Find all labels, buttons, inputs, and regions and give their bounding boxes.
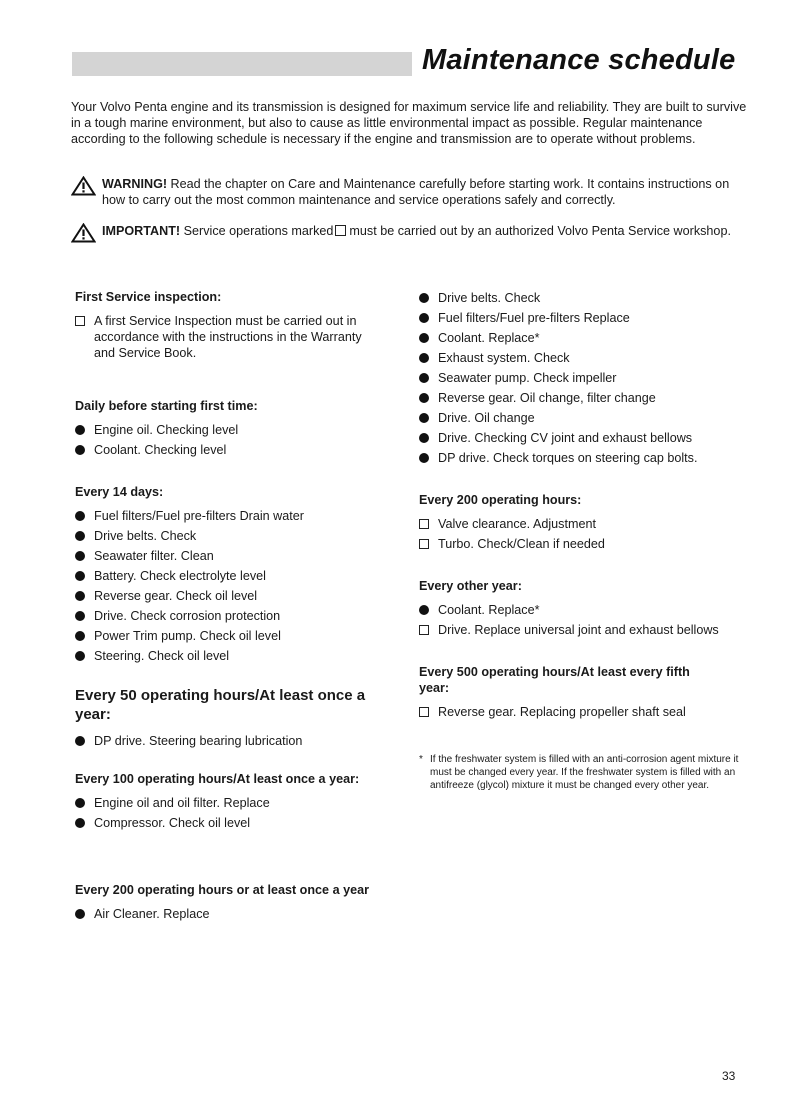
section-daily bbox=[75, 398, 405, 458]
bullet-icon bbox=[75, 591, 85, 601]
list-item: Drive. Checking CV joint and exhaust bellows bbox=[419, 430, 749, 446]
checkbox-marker-icon bbox=[419, 625, 429, 635]
bullet-icon bbox=[419, 453, 429, 463]
list-item: Drive. Oil change bbox=[419, 410, 749, 426]
section-heading: Every 200 operating hours: bbox=[419, 493, 582, 507]
warning-label: WARNING! bbox=[102, 177, 168, 191]
bullet-icon bbox=[75, 425, 85, 435]
list-item: Seawater pump. Check impeller bbox=[419, 370, 749, 386]
warning-text: Read the chapter on Care and Maintenance carefully before starting work. It contains instructions on how to carry out the most common maintenance and service operations safely and correctly. bbox=[102, 177, 730, 207]
section-heading: Every 100 operating hours/At least once a year: bbox=[75, 772, 360, 786]
footnote-marker: * bbox=[419, 754, 423, 765]
list-item: Fuel filters/Fuel pre-filters Replace bbox=[419, 310, 749, 326]
list-item: Drive. Check corrosion protection bbox=[75, 608, 405, 624]
page-title: Maintenance schedule bbox=[422, 44, 736, 76]
warning-notice bbox=[71, 176, 751, 208]
bullet-icon bbox=[419, 373, 429, 383]
checkbox-marker-icon bbox=[419, 707, 429, 717]
bullet-icon bbox=[75, 551, 85, 561]
list-item: DP drive. Check torques on steering cap bolts. bbox=[419, 450, 749, 466]
footnote-text: If the freshwater system is filled with an anti-corrosion agent mixture it must be changed every year. If the freshwater system is filled with an antifreeze (glycol) mixture it must be changed every other year. bbox=[430, 754, 739, 791]
list-item: Reverse gear. Oil change, filter change bbox=[419, 390, 749, 406]
checkbox-marker-icon bbox=[335, 225, 346, 236]
section-every-200-hours bbox=[419, 492, 749, 552]
section-every-500-hours bbox=[419, 664, 749, 720]
intro-paragraph: Your Volvo Penta engine and its transmission is designed for maximum service life and reliability. They are built to survive in a tough marine environment, but also to cause as little environmental impact as possible. Regular maintenance according to the following schedule is necessary if the engine and transmission are to operate without problems. bbox=[71, 100, 747, 146]
section-heading: Daily before starting first time: bbox=[75, 399, 258, 413]
section-continued bbox=[419, 290, 749, 466]
section-every-14-days bbox=[75, 484, 405, 664]
list-item: Valve clearance. Adjustment bbox=[419, 516, 749, 532]
list-item: Exhaust system. Check bbox=[419, 350, 749, 366]
bullet-icon bbox=[75, 445, 85, 455]
bullet-icon bbox=[75, 631, 85, 641]
important-notice bbox=[71, 223, 751, 239]
list-item: Steering. Check oil level bbox=[75, 648, 405, 664]
bullet-icon bbox=[419, 293, 429, 303]
checkbox-marker-icon bbox=[419, 519, 429, 529]
footnote bbox=[419, 753, 746, 792]
checkbox-marker-icon bbox=[75, 316, 85, 326]
important-text-before: Service operations marked bbox=[180, 224, 334, 238]
section-every-100-hours bbox=[75, 771, 405, 831]
bullet-icon bbox=[75, 798, 85, 808]
bullet-icon bbox=[419, 353, 429, 363]
bullet-icon bbox=[75, 651, 85, 661]
section-heading: Every 50 operating hours/At least once a year: bbox=[75, 687, 366, 723]
list-item: Engine oil. Checking level bbox=[75, 422, 405, 438]
list-item: A first Service Inspection must be carried out in accordance with the instructions in the Warranty and Service Book. bbox=[75, 313, 385, 361]
section-heading: Every 14 days: bbox=[75, 485, 164, 499]
bullet-icon bbox=[419, 393, 429, 403]
section-every-other-year bbox=[419, 578, 749, 638]
section-heading: Every 500 operating hours/At least every fifth year: bbox=[419, 665, 690, 695]
warning-triangle-icon bbox=[71, 176, 96, 196]
list-item: Air Cleaner. Replace bbox=[75, 906, 405, 922]
bullet-icon bbox=[75, 736, 85, 746]
list-item: Battery. Check electrolyte level bbox=[75, 568, 405, 584]
bullet-icon bbox=[419, 313, 429, 323]
important-text-after: must be carried out by an authorized Volvo Penta Service workshop. bbox=[349, 224, 731, 238]
list-item: Drive. Replace universal joint and exhaust bellows bbox=[419, 622, 749, 638]
page-number: 33 bbox=[722, 1069, 736, 1083]
list-item: Engine oil and oil filter. Replace bbox=[75, 795, 405, 811]
list-item: Power Trim pump. Check oil level bbox=[75, 628, 405, 644]
important-label: IMPORTANT! bbox=[102, 224, 181, 238]
section-first-service bbox=[75, 289, 405, 361]
bullet-icon bbox=[419, 433, 429, 443]
bullet-icon bbox=[419, 333, 429, 343]
bullet-icon bbox=[75, 818, 85, 828]
list-item: Coolant. Checking level bbox=[75, 442, 405, 458]
list-item: Reverse gear. Replacing propeller shaft seal bbox=[419, 704, 749, 720]
bullet-icon bbox=[75, 531, 85, 541]
list-item: Drive belts. Check bbox=[75, 528, 405, 544]
section-every-50-hours bbox=[75, 686, 405, 749]
section-every-200-hours-yearly bbox=[75, 882, 405, 922]
list-item: Drive belts. Check bbox=[419, 290, 749, 306]
left-column bbox=[75, 289, 405, 926]
bullet-icon bbox=[75, 909, 85, 919]
list-item: Compressor. Check oil level bbox=[75, 815, 405, 831]
section-heading: First Service inspection: bbox=[75, 290, 222, 304]
list-item: DP drive. Steering bearing lubrication bbox=[75, 733, 405, 749]
section-heading: Every 200 operating hours or at least once a year bbox=[75, 883, 369, 897]
checkbox-marker-icon bbox=[419, 539, 429, 549]
right-column bbox=[419, 290, 749, 792]
list-item: Coolant. Replace* bbox=[419, 602, 749, 618]
bullet-icon bbox=[75, 571, 85, 581]
list-item: Coolant. Replace* bbox=[419, 330, 749, 346]
list-item: Fuel filters/Fuel pre-filters Drain water bbox=[75, 508, 405, 524]
warning-triangle-icon bbox=[71, 223, 96, 243]
header-bar bbox=[72, 52, 412, 76]
list-item: Seawater filter. Clean bbox=[75, 548, 405, 564]
list-item: Turbo. Check/Clean if needed bbox=[419, 536, 749, 552]
bullet-icon bbox=[75, 511, 85, 521]
bullet-icon bbox=[419, 605, 429, 615]
bullet-icon bbox=[75, 611, 85, 621]
list-item: Reverse gear. Check oil level bbox=[75, 588, 405, 604]
bullet-icon bbox=[419, 413, 429, 423]
section-heading: Every other year: bbox=[419, 579, 522, 593]
